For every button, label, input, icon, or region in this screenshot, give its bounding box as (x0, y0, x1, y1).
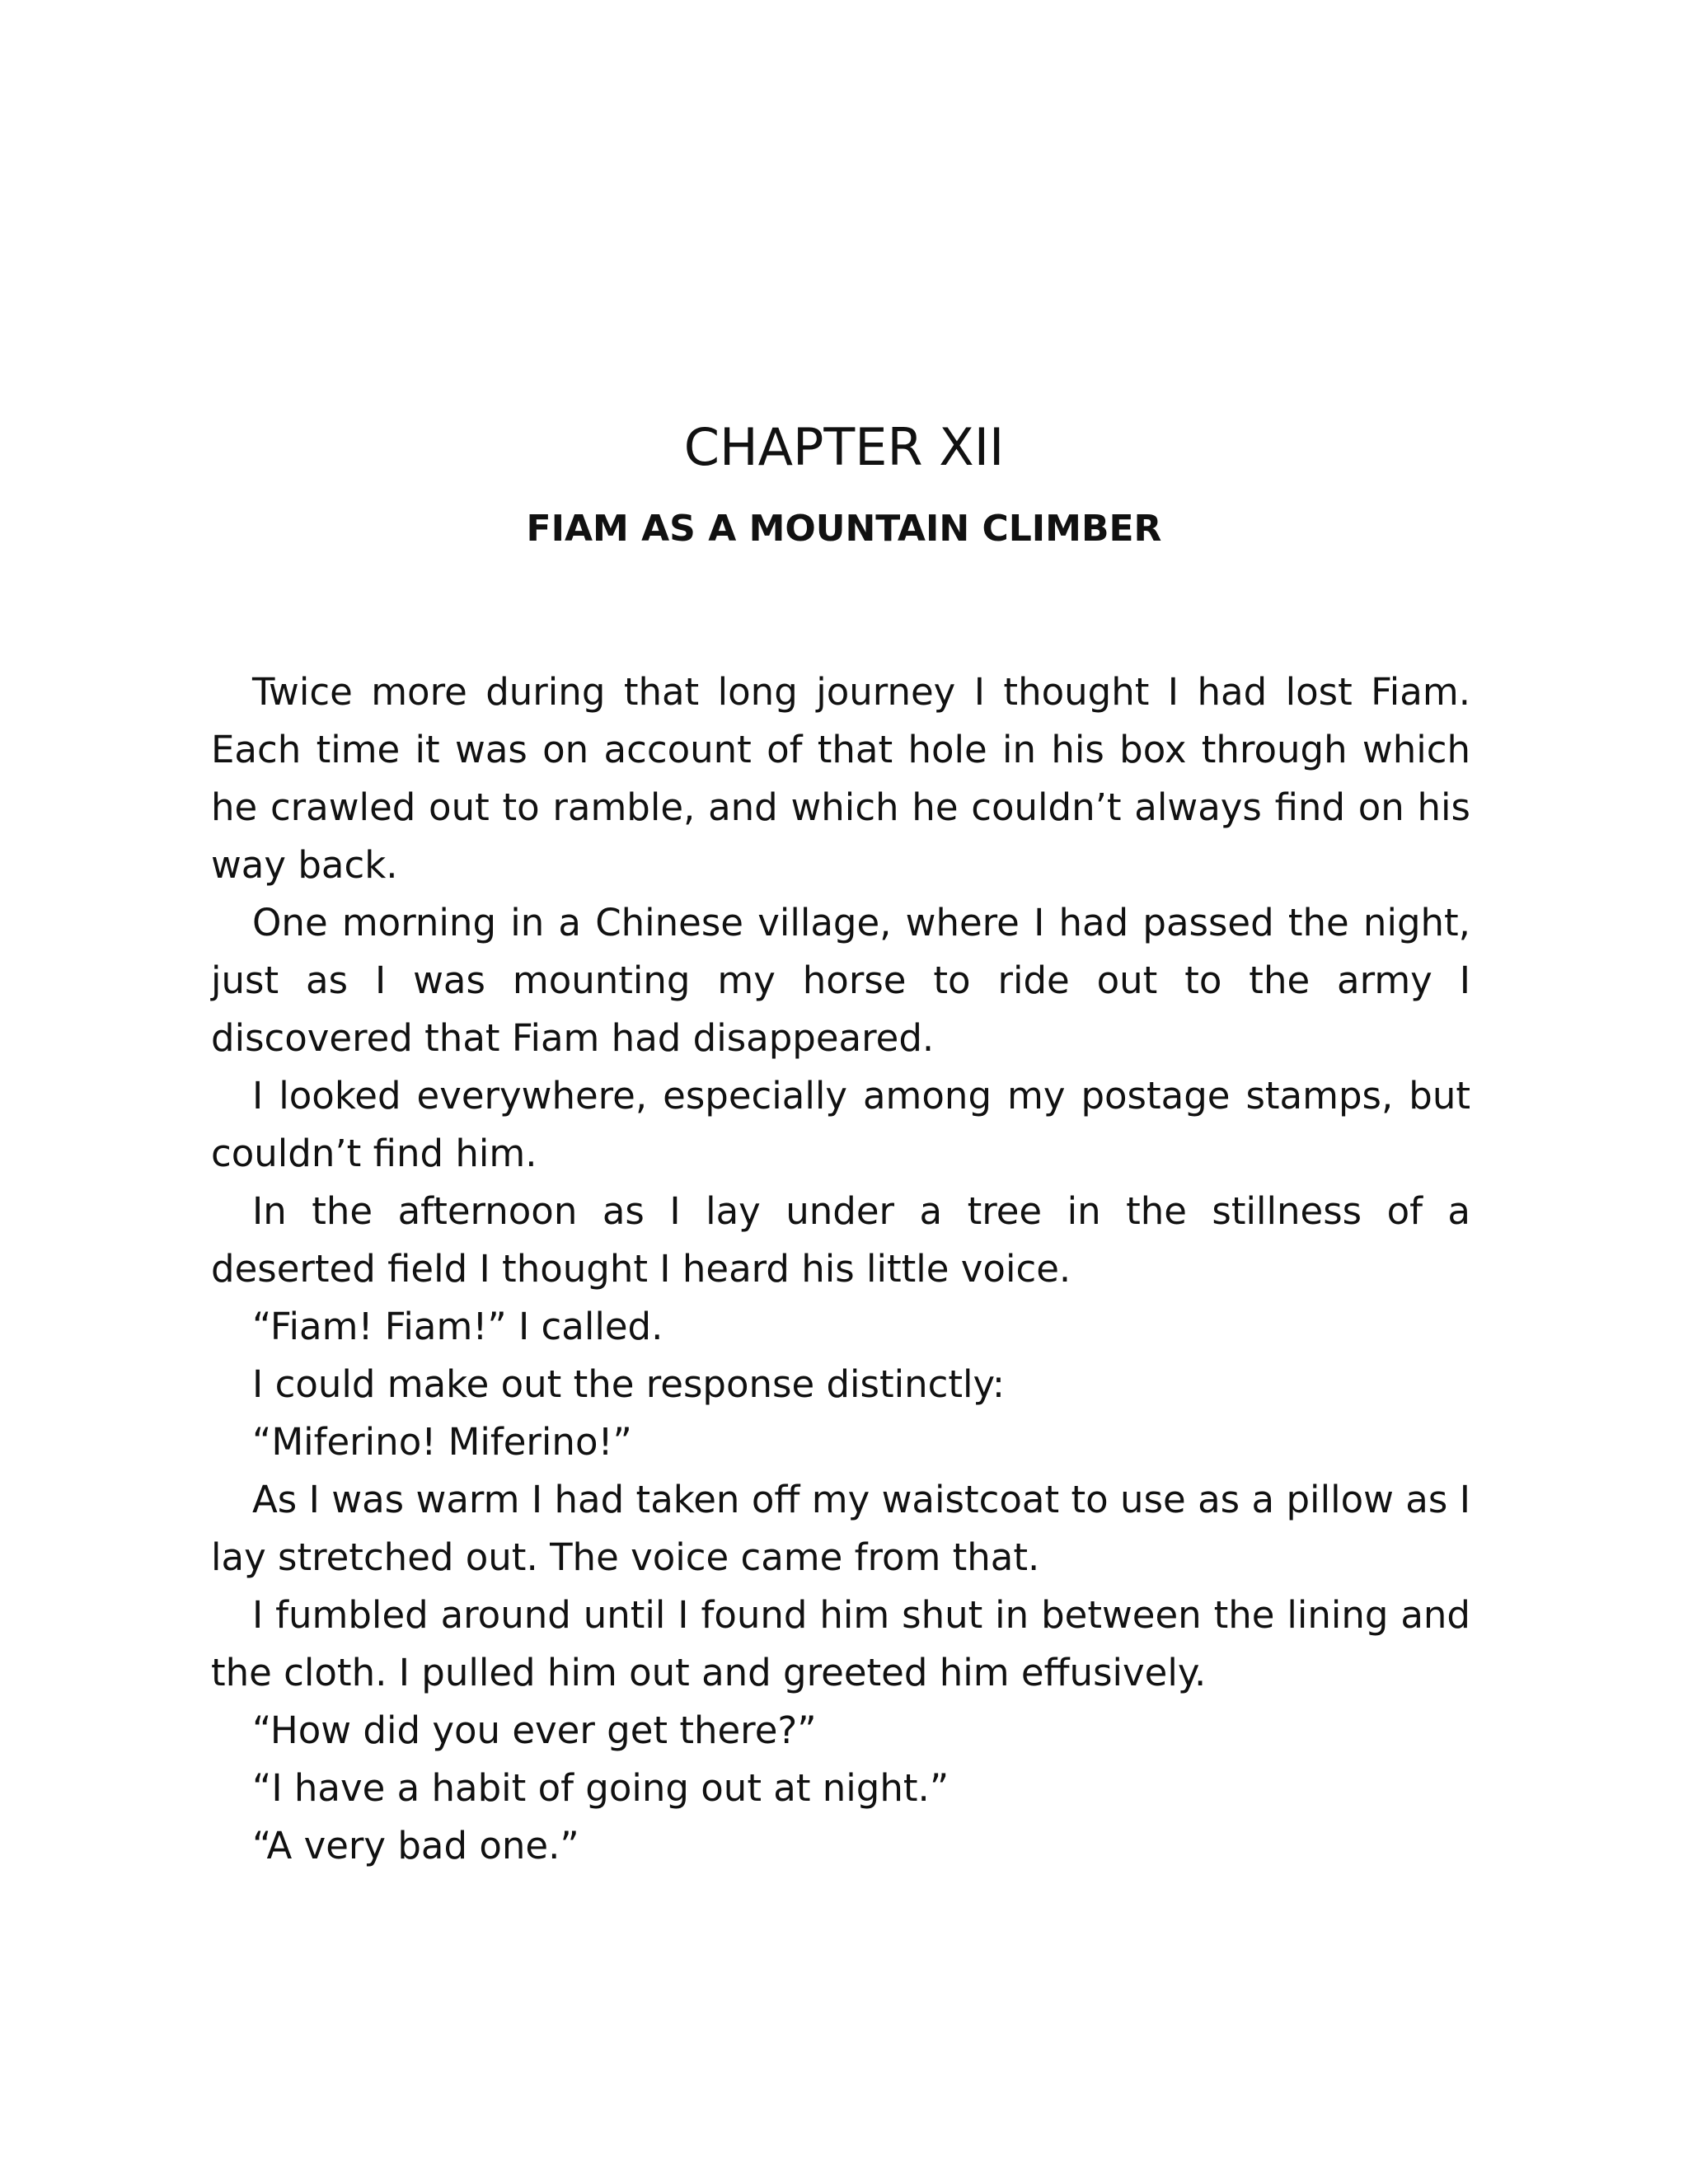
paragraph: I could make out the response distinctly: (252, 1362, 1006, 1406)
chapter-title: CHAPTER XII (683, 417, 1005, 477)
chapter-subtitle: FIAM AS A MOUNTAIN CLIMBER (526, 508, 1162, 550)
paragraph: “How did you ever get there?” (252, 1708, 817, 1752)
paragraph: I fumbled around until I found him shut in between the lining and the cloth. I pulled him out and greeted him effusively. (211, 1593, 1470, 1694)
paragraph: “I have a habit of going out at night.” (252, 1766, 950, 1810)
paragraph: “Fiam! Fiam!” I called. (252, 1305, 663, 1348)
paragraph: As I was warm I had taken off my waistcoat to use as a pillow as I lay stretched out. The voice came from that. (211, 1478, 1470, 1579)
paragraph: “Miferino! Miferino!” (252, 1420, 632, 1464)
paragraph: “A very bad one.” (252, 1824, 579, 1868)
paragraph: Twice more during that long journey I thought I had lost Fiam. Each time it was on account of that hole in his box through which he crawled out to ramble, and which he couldn’t always find on his way back. (211, 670, 1470, 887)
chapter-body (211, 663, 1470, 1875)
paragraph: In the afternoon as I lay under a tree in the stillness of a deserted field I thought I heard his little voice. (211, 1189, 1470, 1291)
paragraph: One morning in a Chinese village, where I had passed the night, just as I was mounting my horse to ride out to the army I discovered that Fiam had disappeared. (211, 901, 1470, 1060)
paragraph: I looked everywhere, especially among my postage stamps, but couldn’t find him. (211, 1074, 1470, 1175)
